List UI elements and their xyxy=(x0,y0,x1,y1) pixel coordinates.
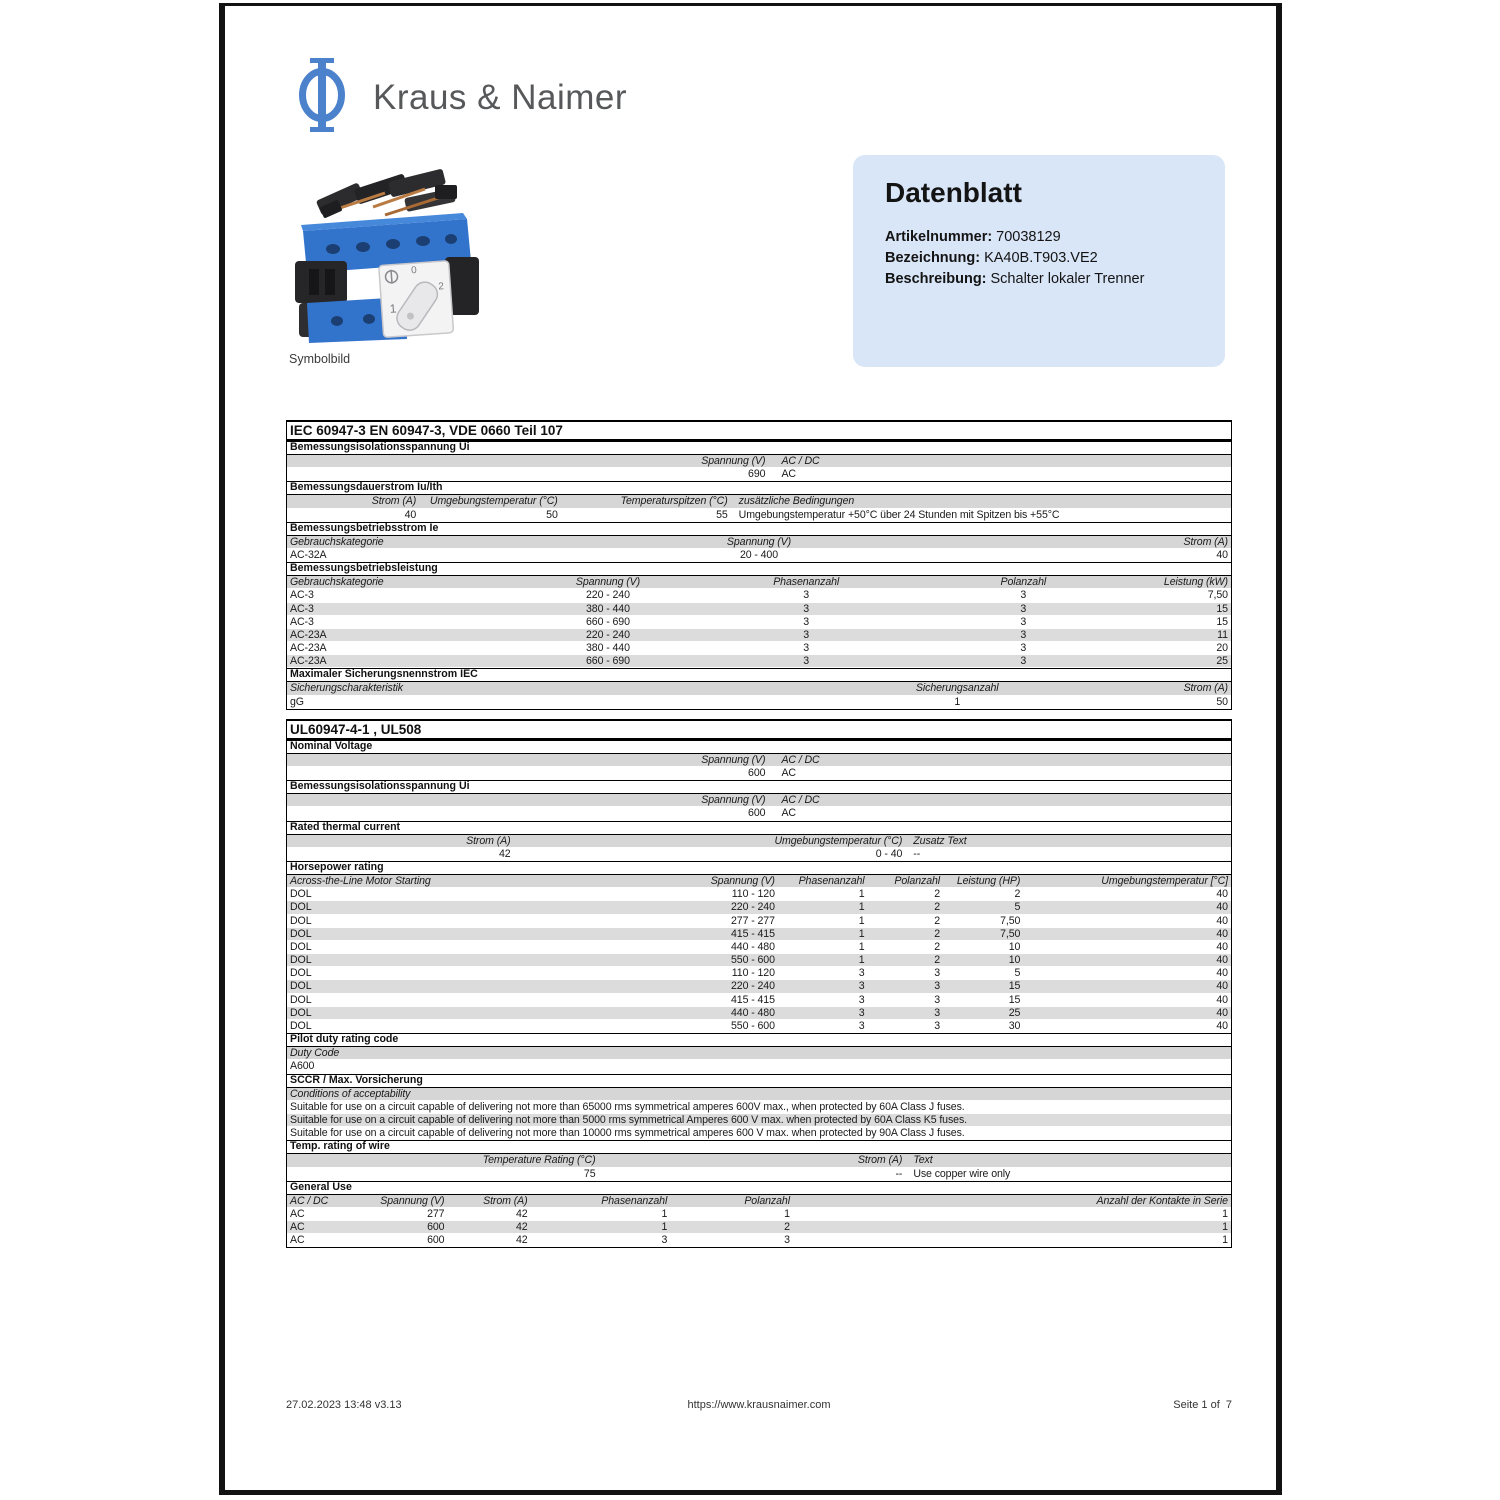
table-row xyxy=(287,1007,1231,1020)
column-header-row xyxy=(287,495,1231,508)
field-value: 70038129 xyxy=(996,229,1061,245)
cell: Strom (A) xyxy=(857,1154,903,1167)
footer-date-version: 27.02.2023 13:48 v3.13 xyxy=(286,1399,402,1411)
section-title: Bemessungsdauerstrom Iu/Ith xyxy=(287,481,1231,495)
cell: 50 xyxy=(1216,695,1228,708)
cell: 3 xyxy=(934,1006,941,1019)
field-label: Bezeichnung: xyxy=(885,250,981,266)
section-title: Pilot duty rating code xyxy=(287,1033,1231,1047)
table-row xyxy=(287,629,1231,642)
table-row xyxy=(287,1208,1231,1221)
cell: 40 xyxy=(1216,954,1228,967)
cell: 40 xyxy=(1216,993,1228,1006)
cell: 220 - 240 xyxy=(586,589,630,602)
cell: 3 xyxy=(803,655,810,668)
cell: 2 xyxy=(934,927,941,940)
cell: Spannung (V) xyxy=(710,874,775,887)
cell: Text xyxy=(913,1154,933,1167)
cell: 3 xyxy=(934,980,941,993)
cell: 1 xyxy=(784,1207,790,1220)
cell: 15 xyxy=(1008,993,1021,1006)
table-row xyxy=(287,696,1231,709)
cell: 3 xyxy=(1020,655,1027,668)
table-row xyxy=(287,928,1231,941)
cell: 220 - 240 xyxy=(731,980,775,993)
section-title: Bemessungsisolationsspannung Ui xyxy=(287,441,1231,455)
table-row xyxy=(287,509,1231,522)
cell: 550 - 600 xyxy=(731,1020,775,1032)
table-row xyxy=(287,967,1231,980)
cell: AC-3 xyxy=(290,602,314,615)
cell: AC-23A xyxy=(290,655,327,668)
table-row xyxy=(287,1127,1231,1140)
table-row xyxy=(287,1101,1231,1114)
cell: 600 xyxy=(748,767,766,779)
cell: 2 xyxy=(934,901,941,914)
column-header-row xyxy=(287,794,1231,807)
field-label: Artikelnummer: xyxy=(885,229,993,245)
table-row xyxy=(287,941,1231,954)
cell: Gebrauchskategorie xyxy=(290,535,384,548)
cell: 42 xyxy=(515,1207,528,1220)
cell: 40 xyxy=(1216,980,1228,993)
table-row xyxy=(287,994,1231,1007)
cell: 42 xyxy=(498,847,511,860)
cell: 42 xyxy=(515,1234,528,1247)
cell: AC-32A xyxy=(290,548,327,561)
cell: AC xyxy=(781,807,796,820)
datasheet-card xyxy=(853,155,1225,367)
cell: Polanzahl xyxy=(894,874,941,887)
field-value: KA40B.T903.VE2 xyxy=(984,250,1098,266)
cell: 20 - 400 xyxy=(739,548,779,561)
field-artikelnummer xyxy=(885,227,1144,248)
section-title: Nominal Voltage xyxy=(287,740,1231,754)
datasheet-fields xyxy=(885,227,1144,290)
cell: Spannung (V) xyxy=(701,753,766,766)
cell: 1 xyxy=(661,1207,668,1220)
cell: 380 - 440 xyxy=(586,602,630,615)
cell: 40 xyxy=(1216,1006,1228,1019)
cell: 40 xyxy=(1216,927,1228,940)
table-row xyxy=(287,1060,1231,1073)
symbolbild-label: Symbolbild xyxy=(289,352,351,366)
cell: AC / DC xyxy=(781,794,820,807)
cell: AC / DC xyxy=(781,455,820,467)
cell: Strom (A) xyxy=(466,834,511,847)
cell: 3 xyxy=(803,642,810,655)
cell: 3 xyxy=(803,615,810,628)
column-header-row xyxy=(287,536,1231,549)
cell: 3 xyxy=(784,1234,790,1247)
brand-text: Kraus & Naimer xyxy=(373,78,628,117)
cell: Conditions of acceptability xyxy=(290,1087,411,1100)
table-row xyxy=(287,1020,1231,1033)
cell: 3 xyxy=(661,1234,668,1247)
cell: Umgebungstemperatur (°C) xyxy=(429,495,558,508)
cell: DOL xyxy=(290,914,312,927)
cell: DOL xyxy=(290,940,312,953)
cell: 50 xyxy=(546,508,558,521)
cell: DOL xyxy=(290,1006,312,1019)
table-block-title: IEC 60947-3 EN 60947-3, VDE 0660 Teil 107 xyxy=(287,420,1231,441)
cell: 30 xyxy=(1008,1020,1021,1032)
cell: DOL xyxy=(290,993,312,1006)
column-header-row xyxy=(287,682,1231,695)
cell: Zusatz Text xyxy=(913,834,967,847)
cell: 600 xyxy=(427,1221,445,1234)
cell: Gebrauchskategorie xyxy=(290,576,384,589)
cell: Umgebungstemperatur +50°C über 24 Stunden mit Spitzen bis +55°C xyxy=(738,508,1060,521)
cell: 1 xyxy=(858,940,865,953)
cell: 3 xyxy=(934,993,941,1006)
cell: 3 xyxy=(858,980,865,993)
cell: Temperaturspitzen (°C) xyxy=(620,495,728,508)
cell: 3 xyxy=(1020,615,1027,628)
cell: 110 - 120 xyxy=(731,967,775,980)
cell: 15 xyxy=(1216,615,1228,628)
column-header-row xyxy=(287,455,1231,468)
cell: 110 - 120 xyxy=(731,888,775,901)
cell: Phasenanzahl xyxy=(773,576,840,589)
cell: 7,50 xyxy=(1207,589,1228,602)
cell: Spannung (V) xyxy=(380,1194,445,1207)
cell: 40 xyxy=(1216,967,1228,980)
cell: Sicherungscharakteristik xyxy=(290,682,404,695)
table-row xyxy=(287,549,1231,562)
table-row xyxy=(287,767,1231,780)
cell: 2 xyxy=(934,888,941,901)
cell: 40 xyxy=(1216,888,1228,901)
cell: 0 - 40 xyxy=(875,847,903,860)
table-block-title: UL60947-4-1 , UL508 xyxy=(287,719,1231,740)
cell: 550 - 600 xyxy=(731,954,775,967)
section-title: Bemessungsisolationsspannung Ui xyxy=(287,780,1231,794)
cell: Strom (A) xyxy=(1183,535,1228,548)
cell: DOL xyxy=(290,1020,312,1032)
cell: gG xyxy=(290,695,304,708)
cell: 690 xyxy=(748,468,766,481)
cell: 3 xyxy=(1020,589,1027,602)
cell: 10 xyxy=(1008,940,1021,953)
cell: 380 - 440 xyxy=(586,642,630,655)
section-title: General Use xyxy=(287,1181,1231,1195)
cell: Temperature Rating (°C) xyxy=(482,1154,596,1167)
field-beschreibung xyxy=(885,269,1144,290)
cell: Umgebungstemperatur (°C) xyxy=(774,834,903,847)
table-row xyxy=(287,1234,1231,1247)
cell: 1 xyxy=(1222,1234,1228,1247)
cell: 40 xyxy=(404,508,417,521)
table-row xyxy=(287,901,1231,914)
cell: Leistung (kW) xyxy=(1163,576,1228,589)
cell: 660 - 690 xyxy=(586,655,630,668)
page-footer xyxy=(286,1399,1232,1411)
cell: Across-the-Line Motor Starting xyxy=(290,874,431,887)
cell: 3 xyxy=(1020,628,1027,641)
cell: Suitable for use on a circuit capable of delivering not more than 5000 rms symmetrical Amperes 600 V max. when protected by 60A Class K5 fuses. xyxy=(290,1113,967,1126)
section-title: Horsepower rating xyxy=(287,861,1231,875)
cell: 2 xyxy=(784,1221,790,1234)
cell: DOL xyxy=(290,954,312,967)
cell: Duty Code xyxy=(290,1047,340,1060)
cell: Polanzahl xyxy=(1000,576,1047,589)
column-header-row xyxy=(287,754,1231,767)
table-row xyxy=(287,807,1231,820)
cell: 7,50 xyxy=(1000,927,1021,940)
cell: Umgebungstemperatur [°C] xyxy=(1101,874,1228,887)
cell: AC xyxy=(290,1207,305,1220)
table-row xyxy=(287,603,1231,616)
cell: 15 xyxy=(1216,602,1228,615)
table-row xyxy=(287,1114,1231,1127)
cell: AC xyxy=(781,468,796,481)
cell: AC xyxy=(290,1234,305,1247)
column-header-row xyxy=(287,1154,1231,1167)
cell: AC-3 xyxy=(290,589,314,602)
table-row xyxy=(287,915,1231,928)
cell: 2 xyxy=(934,954,941,967)
cell: AC / DC xyxy=(290,1194,329,1207)
cell: 40 xyxy=(1216,548,1228,561)
column-header-row xyxy=(287,1195,1231,1208)
section-title: Bemessungsbetriebsstrom Ie xyxy=(287,522,1231,536)
cell: 1 xyxy=(954,695,961,708)
table-row xyxy=(287,888,1231,901)
column-header-row xyxy=(287,835,1231,848)
cell: 1 xyxy=(858,914,865,927)
cell: Strom (A) xyxy=(483,1194,528,1207)
cell: 55 xyxy=(716,508,728,521)
cell: 10 xyxy=(1008,954,1021,967)
cell: 220 - 240 xyxy=(731,901,775,914)
cell: Suitable for use on a circuit capable of delivering not more than 10000 rms symmetrical amperes 600 V max. when protected by 90A Class J fuses. xyxy=(290,1127,965,1140)
table-row xyxy=(287,980,1231,993)
table-row xyxy=(287,468,1231,481)
cell: -- xyxy=(913,847,921,860)
section-title: Bemessungsbetriebsleistung xyxy=(287,562,1231,576)
table-row xyxy=(287,616,1231,629)
cell: 1 xyxy=(858,888,865,901)
cell: Use copper wire only xyxy=(913,1167,1011,1180)
cell: 3 xyxy=(803,589,810,602)
cell: 40 xyxy=(1216,1020,1228,1032)
table-block xyxy=(286,719,1232,1249)
cell: 415 - 415 xyxy=(731,993,775,1006)
cell: 600 xyxy=(427,1234,445,1247)
cell: 1 xyxy=(858,927,865,940)
cell: 1 xyxy=(858,954,865,967)
table-block xyxy=(286,420,1232,710)
cell: 3 xyxy=(858,967,865,980)
cell: 3 xyxy=(934,967,941,980)
cell: 1 xyxy=(858,901,865,914)
cell: 5 xyxy=(1014,967,1021,980)
table-row xyxy=(287,1168,1231,1181)
cell: 3 xyxy=(803,628,810,641)
field-label: Beschreibung: xyxy=(885,271,987,287)
cell: 1 xyxy=(1222,1207,1228,1220)
footer-url: https://www.krausnaimer.com xyxy=(687,1399,831,1411)
cell: Spannung (V) xyxy=(726,535,792,548)
cell: 5 xyxy=(1014,901,1021,914)
cell: 220 - 240 xyxy=(586,628,630,641)
cell: 40 xyxy=(1216,914,1228,927)
cell: 440 - 480 xyxy=(731,940,775,953)
cell: 25 xyxy=(1216,655,1228,668)
cell: AC xyxy=(781,767,796,779)
cell: 40 xyxy=(1216,940,1228,953)
cell: Leistung (HP) xyxy=(956,874,1021,887)
svg-text:0: 0 xyxy=(410,264,418,277)
cell: Spannung (V) xyxy=(701,455,766,467)
kraus-naimer-phi-logo-icon xyxy=(297,56,347,134)
cell: 25 xyxy=(1008,1006,1021,1019)
field-value: Schalter lokaler Trenner xyxy=(990,271,1145,287)
cell: 2 xyxy=(934,940,941,953)
cell: A600 xyxy=(290,1060,315,1073)
cell: 3 xyxy=(858,1006,865,1019)
datasheet-title: Datenblatt xyxy=(885,177,1022,208)
cell: 1 xyxy=(661,1221,668,1234)
cell: Suitable for use on a circuit capable of delivering not more than 65000 rms symmetrical amperes 600V max., when protected by 60A Class J fuses. xyxy=(290,1100,965,1113)
cell: 2 xyxy=(1014,888,1021,901)
column-header-row xyxy=(287,576,1231,589)
column-header-row xyxy=(287,1088,1231,1101)
cell: 3 xyxy=(934,1020,941,1032)
cell: -- xyxy=(895,1167,903,1180)
cell: Phasenanzahl xyxy=(798,874,865,887)
cell: 660 - 690 xyxy=(586,615,630,628)
cell: 277 xyxy=(427,1207,445,1220)
table-row xyxy=(287,1221,1231,1234)
cell: Strom (A) xyxy=(1183,682,1228,695)
cell: 75 xyxy=(583,1167,596,1180)
spec-table xyxy=(286,420,1232,1248)
cell: 3 xyxy=(858,1020,865,1032)
cell: Phasenanzahl xyxy=(601,1194,668,1207)
cell: 2 xyxy=(934,914,941,927)
table-row xyxy=(287,954,1231,967)
cell: Polanzahl xyxy=(744,1194,790,1207)
cell: AC-23A xyxy=(290,642,327,655)
svg-text:1: 1 xyxy=(389,301,397,316)
table-row xyxy=(287,655,1231,668)
cell: Spannung (V) xyxy=(575,576,641,589)
cell: 3 xyxy=(858,993,865,1006)
cell: 20 xyxy=(1216,642,1228,655)
cell: 42 xyxy=(515,1221,528,1234)
cell: DOL xyxy=(290,967,312,980)
cell: Spannung (V) xyxy=(701,794,766,807)
cell: 3 xyxy=(803,602,810,615)
section-title: Maximaler Sicherungsnennstrom IEC xyxy=(287,668,1231,682)
column-header-row xyxy=(287,1047,1231,1060)
cell: 40 xyxy=(1216,901,1228,914)
cell: AC / DC xyxy=(781,753,820,766)
cell: 3 xyxy=(1020,602,1027,615)
cell: 11 xyxy=(1217,628,1228,641)
cell: DOL xyxy=(290,901,312,914)
cell: 415 - 415 xyxy=(731,927,775,940)
cell: AC-23A xyxy=(290,628,327,641)
cell: 600 xyxy=(748,807,766,820)
cell: 440 - 480 xyxy=(731,1006,775,1019)
cell: AC xyxy=(290,1221,305,1234)
svg-text:2: 2 xyxy=(437,281,445,293)
cell: 7,50 xyxy=(1000,914,1021,927)
cell: zusätzliche Bedingungen xyxy=(738,495,855,508)
cell: 1 xyxy=(1222,1221,1228,1234)
cell: Strom (A) xyxy=(371,495,417,508)
section-title: Rated thermal current xyxy=(287,821,1231,835)
footer-page-number: Seite 1 of 7 xyxy=(1173,1399,1232,1411)
table-row xyxy=(287,589,1231,602)
cell: DOL xyxy=(290,927,312,940)
section-title: SCCR / Max. Vorsicherung xyxy=(287,1074,1231,1088)
datasheet-page xyxy=(219,3,1282,1495)
cell: 277 - 277 xyxy=(731,914,775,927)
table-row xyxy=(287,642,1231,655)
cell: Anzahl der Kontakte in Serie xyxy=(1096,1194,1228,1207)
cell: DOL xyxy=(290,980,312,993)
cell: AC-3 xyxy=(290,615,314,628)
product-image xyxy=(285,169,485,347)
cell: 3 xyxy=(1020,642,1027,655)
table-row xyxy=(287,848,1231,861)
cell: 15 xyxy=(1008,980,1021,993)
field-bezeichnung xyxy=(885,248,1144,269)
section-title: Temp. rating of wire xyxy=(287,1140,1231,1154)
column-header-row xyxy=(287,875,1231,888)
cell: Sicherungsanzahl xyxy=(915,682,999,695)
cell: DOL xyxy=(290,888,312,901)
